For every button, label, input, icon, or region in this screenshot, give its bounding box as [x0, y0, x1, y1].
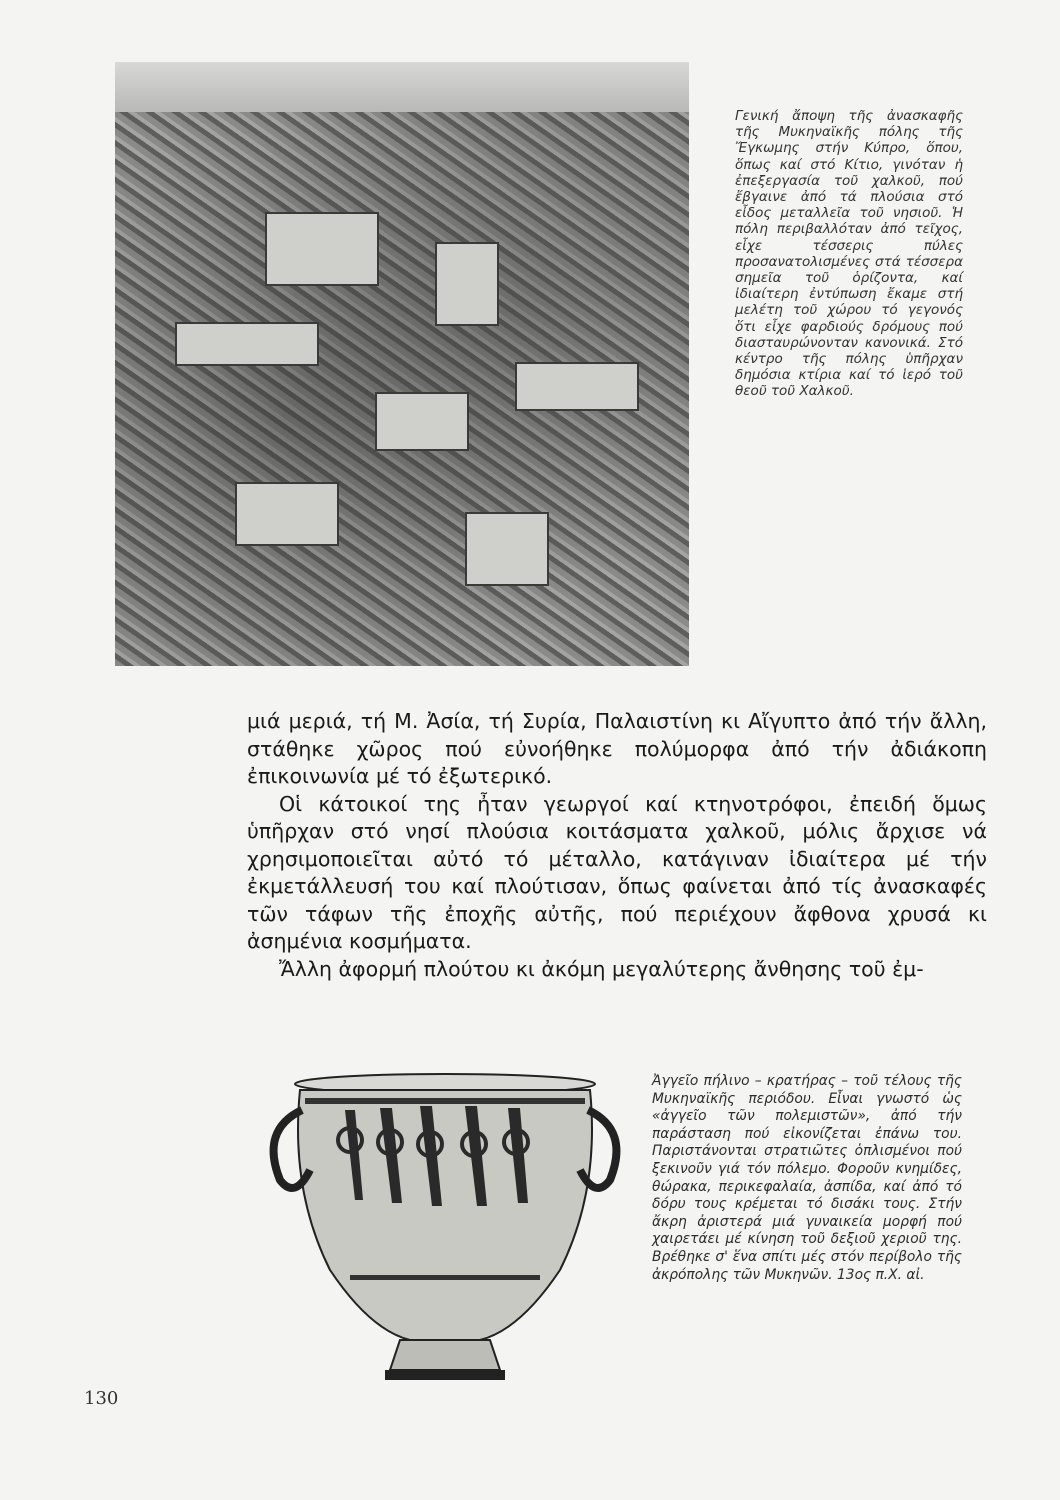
- photo-ruin-wall: [375, 392, 469, 451]
- vase-band: [305, 1098, 585, 1104]
- page-number: 130: [84, 1388, 119, 1409]
- vase-caption: Ἀγγεῖο πήλινο – κρατήρας – τοῦ τέλους τῆς Μυκηναϊκῆς περιόδου. Εἶναι γνωστό ὡς «ἀγγεῖο τῶν πολεμιστῶν», ἀπό τήν παράσταση πού εἰκονίζεται ἐπάνω του. Παριστάνονται στρατιῶτες ὁπλισμένοι πού ξεκινοῦν γιά τόν πόλεμο. Φοροῦν κνημίδες, θώρακα, περικεφαλαία, ἀσπίδα, καί ἀπό τό δόρυ τους κρέμεται τό δισάκι τους. Στήν ἄκρη ἀριστερά μιά γυναικεία μορφή πού χαιρετάει μέ κίνηση τοῦ δεξιοῦ χεριοῦ της. Βρέθηκε σ' ἕνα σπίτι μές στόν περίβολο τῆς ἀκρόπολης τῶν Μυκηνῶν. 13ος π.Χ. αἰ.: [652, 1073, 962, 1283]
- vase-lower-band: [350, 1275, 540, 1280]
- body-text: [247, 708, 987, 983]
- vase-body: [298, 1090, 592, 1340]
- warrior-vase-image: [250, 1070, 640, 1390]
- excavation-photo: [115, 62, 689, 666]
- photo-ruin-wall: [515, 362, 639, 411]
- photo-ruin-wall: [265, 212, 379, 286]
- body-paragraph: μιά μεριά, τή Μ. Ἀσία, τή Συρία, Παλαιστίνη κι Αἴγυπτο ἀπό τήν ἄλλη, στάθηκε χῶρος πού εὐνοήθηκε πολύμορφα ἀπό τήν ἀδιάκοπη ἐπικοινωνία μέ τό ἐξωτερικό.: [247, 709, 987, 788]
- photo-ruin-wall: [235, 482, 339, 546]
- body-paragraph: Οἱ κάτοικοί της ἦταν γεωργοί καί κτηνοτρόφοι, ἐπειδή ὅμως ὑπῆρχαν στό νησί πλούσια κοιτάσματα χαλκοῦ, μόλις ἄρχισε νά χρησιμοποιεῖται αὐτό τό μέταλλο, κατάγιναν ἰδιαίτερα μέ τήν ἐκμετάλλευσή του καί πλούτισαν, ὅπως φαίνεται ἀπό τίς ἀνασκαφές τῶν τάφων τῆς ἐποχῆς αὐτῆς, πού περιέχουν ἄφθονα χρυσά κι ἀσημένια κοσμήματα.: [247, 791, 987, 953]
- photo-ruin-wall: [175, 322, 319, 366]
- photo-ruin-wall: [435, 242, 499, 326]
- photo-sky: [115, 62, 689, 112]
- vase-base: [385, 1370, 505, 1380]
- photo-ruin-wall: [465, 512, 549, 586]
- body-paragraph: Ἄλλη ἀφορμή πλούτου κι ἀκόμη μεγαλύτερης ἄνθησης τοῦ ἐμ-: [279, 956, 924, 981]
- excavation-caption: Γενική ἄποψη τῆς ἀνασκαφῆς τῆς Μυκηναϊκῆς πόλης τῆς Ἔγκωμης στήν Κύπρο, ὅπου, ὅπως καί στό Κίτιο, γινόταν ἡ ἐπεξεργασία τοῦ χαλκοῦ, πού ἔβγαινε ἀπό τά πλούσια στό εἶδος μεταλλεῖα τοῦ νησιοῦ. Ἡ πόλη περιβαλλόταν ἀπό τεῖχος, εἶχε τέσσερις πύλες προσανατολισμένες στά τέσσερα σημεῖα τοῦ ὁρίζοντα, καί ἰδιαίτερη ἐντύπωση ἔκαμε στή μελέτη τοῦ χώρου τό γεγονός ὅτι εἶχε φαρδιούς δρόμους πού διασταυρώνονταν κανονικά. Στό κέντρο τῆς πόλης ὑπῆρχαν δημόσια κτίρια καί τό ἱερό τοῦ θεοῦ τοῦ Χαλκοῦ.: [735, 108, 963, 400]
- vase-foot: [390, 1340, 500, 1370]
